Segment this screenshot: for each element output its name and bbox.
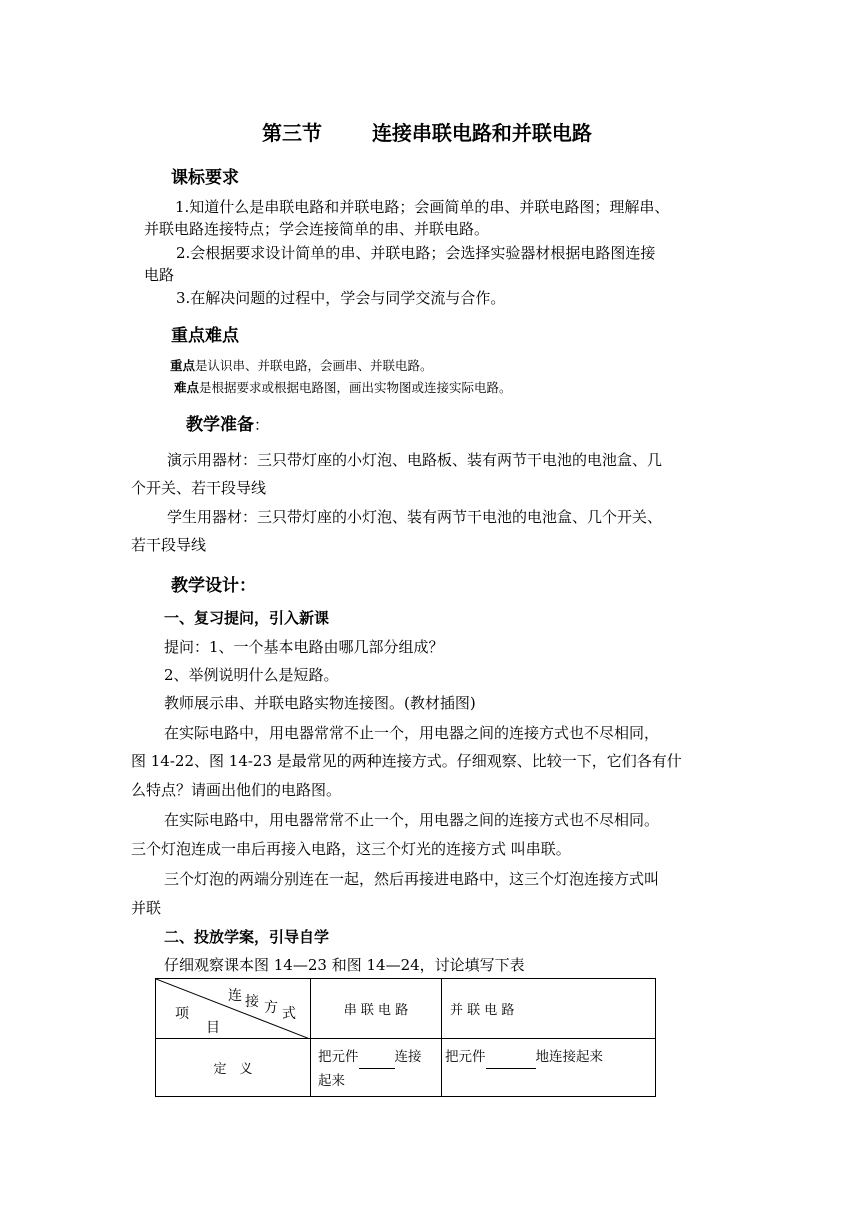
para-1-line-3: 么特点？请画出他们的电路图。 [131, 781, 342, 799]
diagonal-header-cell [156, 979, 311, 1039]
para-3-line-2: 并联 [131, 899, 162, 917]
focus-key-label: 重点 [170, 358, 196, 373]
standards-item-2-line-1: 2.会根据要求设计简单的串、并联电路；会选择实验器材根据电路图连接 [176, 244, 656, 262]
focus-difficult-point [174, 378, 512, 396]
para-2-line-2: 三个灯泡连成一串后再接入电路，这三个灯光的连接方式 叫串联。 [131, 840, 571, 858]
table-header-row [156, 979, 656, 1039]
prep-demo-line-2: 个开关、若干段导线 [131, 479, 267, 497]
series-definition-blank[interactable] [359, 1054, 395, 1069]
para-1-line-2: 图 14-22、图 14-23 是最常见的两种连接方式。仔细观察、比较一下，它们各有什 [131, 752, 682, 770]
standards-item-1-line-2: 并联电路连接特点；学会连接简单的串、并联电路。 [144, 220, 490, 238]
standards-heading: 课标要求 [171, 168, 239, 188]
standards-item-3: 3.在解决问题的过程中，学会与同学交流与合作。 [176, 289, 506, 307]
para-1-line-1: 在实际电路中，用电器常常不止一个，用电器之间的连接方式也不尽相同， [164, 724, 660, 742]
parallel-definition-blank[interactable] [486, 1054, 536, 1069]
para-3-line-1: 三个灯泡的两端分别连在一起，然后再接进电路中，这三个灯泡连接方式叫 [164, 870, 660, 888]
part-2-heading: 二、投放学案，引导自学 [164, 928, 330, 946]
section-topic: 连接串联电路和并联电路 [371, 121, 592, 145]
prep-student-line-2: 若干段导线 [131, 536, 207, 554]
table-row-definition [156, 1039, 656, 1097]
parallel-definition-suffix: 地连接起来 [535, 1049, 603, 1065]
prep-heading-row [186, 410, 269, 435]
diagonal-top-char-4: 式 [282, 1006, 296, 1022]
teacher-show: 教师展示串、并联电路实物连接图。(教材插图) [164, 694, 476, 712]
header-parallel: 并 联 电 路 [442, 979, 656, 1039]
series-definition-prefix: 把元件 [318, 1049, 359, 1065]
series-definition-suffix: 起来 [318, 1073, 345, 1089]
focus-key-point [170, 356, 433, 374]
standards-item-1-line-1: 1.知道什么是串联电路和并联电路；会画简单的串、并联电路图；理解串、 [175, 198, 670, 216]
diagonal-bottom-char-2: 目 [206, 1020, 220, 1036]
question-1: 提问：1、一个基本电路由哪几部分组成？ [164, 638, 444, 656]
row-label-definition: 定 义 [156, 1039, 311, 1097]
prep-demo-line-1: 演示用器材：三只带灯座的小灯泡、电路板、装有两节干电池的电池盒、几 [167, 451, 663, 469]
header-series: 串 联 电 路 [311, 979, 442, 1039]
parallel-definition-cell [442, 1039, 656, 1097]
question-2: 2、举例说明什么是短路。 [164, 666, 339, 684]
section-number: 第三节 [262, 121, 322, 145]
diagonal-bottom-char-1: 项 [175, 1006, 189, 1022]
para-2-line-1: 在实际电路中，用电器常常不止一个，用电器之间的连接方式也不尽相同。 [164, 811, 660, 829]
focus-heading: 重点难点 [171, 326, 239, 346]
focus-difficult-label: 难点 [174, 380, 200, 395]
table-instruction: 仔细观察课本图 14—23 和图 14—24，讨论填写下表 [164, 956, 525, 974]
focus-key-text: 是认识串、并联电路，会画串、并联电路。 [195, 358, 433, 373]
prep-heading: 教学准备 [186, 415, 254, 435]
series-definition-middle: 连接 [394, 1049, 422, 1065]
comparison-table [155, 978, 656, 1097]
design-heading: 教学设计： [171, 576, 256, 596]
prep-heading-colon: ： [254, 416, 270, 434]
focus-difficult-text: 是根据要求或根据电路图，画出实物图或连接实际电路。 [199, 380, 512, 395]
standards-item-2-line-2: 电路 [144, 266, 175, 284]
prep-student-line-1: 学生用器材：三只带灯座的小灯泡、装有两节干电池的电池盒、几个开关、 [167, 508, 663, 526]
series-definition-cell [311, 1039, 442, 1097]
page-title [262, 117, 592, 146]
diagonal-top-char-3: 方 [264, 1000, 278, 1016]
parallel-definition-prefix: 把元件 [445, 1049, 486, 1065]
part-1-heading: 一、复习提问，引入新课 [164, 609, 330, 627]
diagonal-top-char-1: 连 [228, 988, 242, 1004]
diagonal-top-char-2: 接 [245, 994, 259, 1010]
